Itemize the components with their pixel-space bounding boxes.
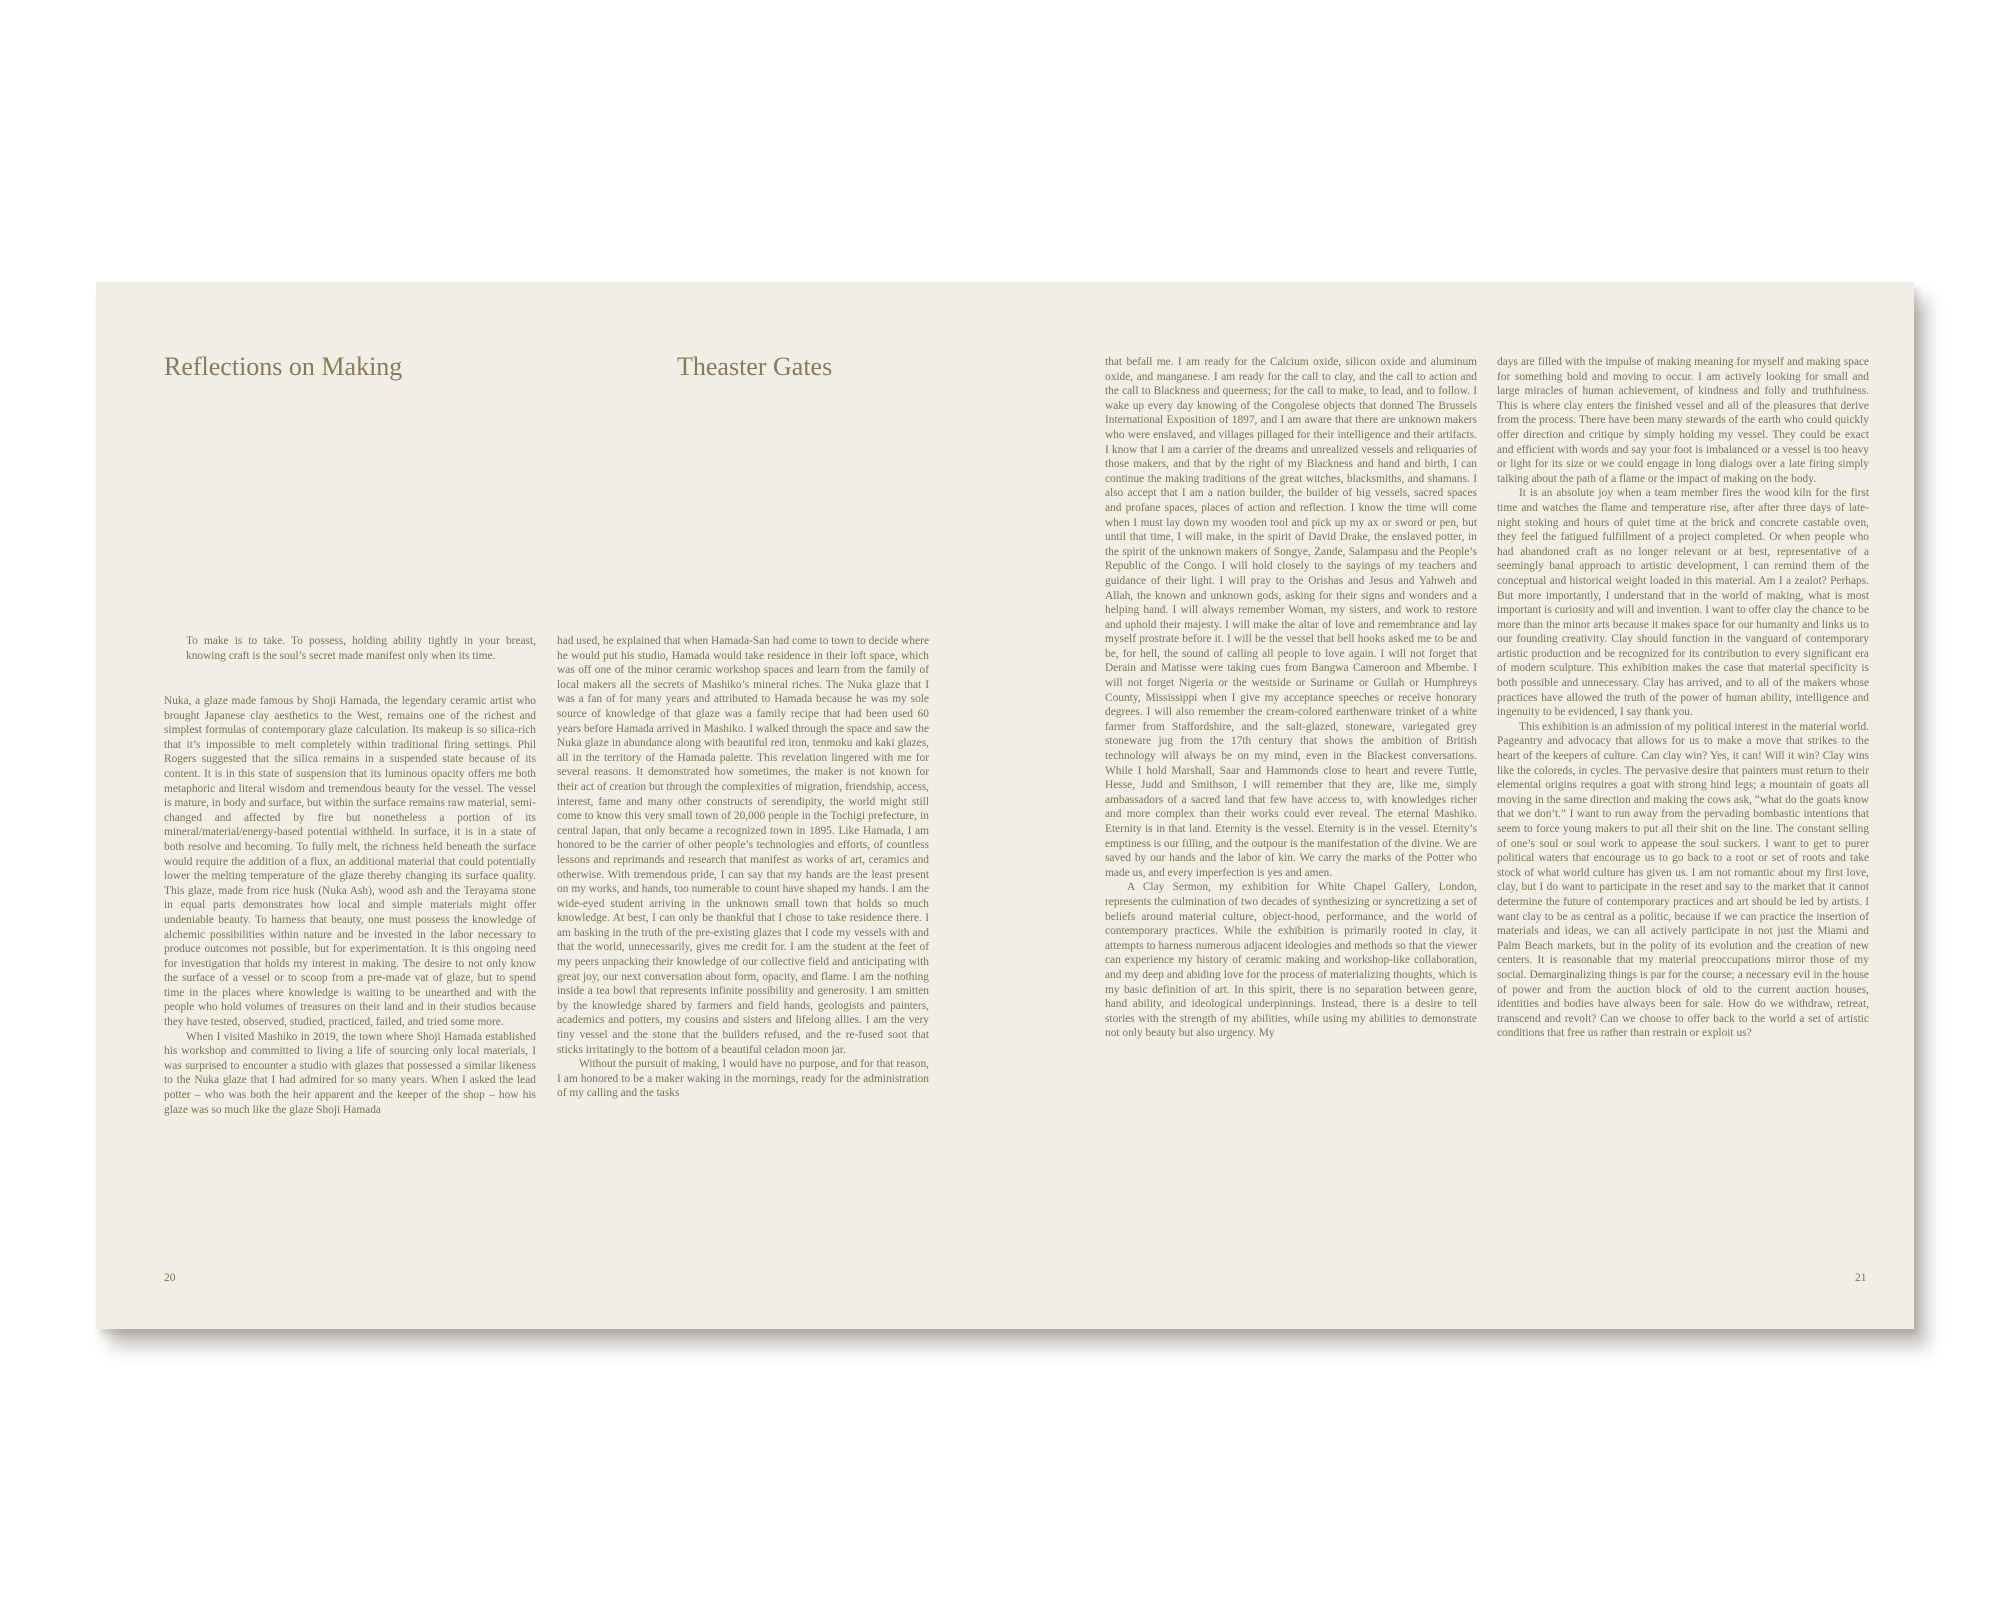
paragraph: days are filled with the impulse of making meaning for myself and making space for something bold and moving to occur. I am actively looking for small and large miracles of human achievement, of kindness and folly and truthfulness. This is where clay enters the finished vessel and all of the pleasures that derive from the process. There have been many stewards of the earth who could quickly offer direction and critique by simply holding my vessel. They could be exact and efficient with words and say your foot is imbalanced or a vessel is too heavy or light for its size or we could engage in long dialogs over a late firing simply talking about the path of a flame or the impact of making on the body. [1497,356,1869,485]
page-number-left: 20 [164,1272,176,1284]
epigraph [186,634,536,663]
paragraph: When I visited Mashiko in 2019, the town where Shoji Hamada established his workshop and committed to living a life of sourcing only local materials, I was surprised to encounter a studio with glazes that possessed a similar likeness to the Nuka glaze that I had admired for so many years. When I asked the lead potter – who was both the heir apparent and the keeper of the shop – how his glaze was so much like the glaze Shoji Hamada [164,1030,536,1116]
left-page-column-2 [557,634,929,1101]
right-page [1005,282,1914,1329]
paragraph: that befall me. I am ready for the Calcium oxide, silicon oxide and aluminum oxide, and manganese. I am ready for the call to clay, and the call to action and the call to Blackness and queerness; for the call to make, to lead, and to follow. I wake up every day knowing of the Congolese objects that donned The Brussels International Exposition of 1897, and I am aware that there are unknown makers who were enslaved, and villages pillaged for their intelligence and their artifacts. I know that I am a carrier of the dreams and unrealized vessels and reliquaries of those makers, and that by the right of my Blackness and hand and birth, I can continue the making traditions of the great witches, blacksmiths, and shamans. I also accept that I am a nation builder, the builder of big vessels, sacred spaces and profane spaces, places of action and reflection. I know the time will come when I must lay down my wooden tool and pick up my ax or sword or pen, but until that time, I will make, in the spirit of David Drake, the enslaved potter, in the spirit of the unknown makers of Songye, Zande, Salampasu and the People’s Republic of the Congo. I will hold closely to the sayings of my teachers and guidance of their light. I will pray to the Orishas and Jesus and Yahweh and Allah, the known and unknown gods, asking for their signs and wonders and a helping hand. I will always remember Woman, my sisters, and work to restore and uphold their majesty. I will make the altar of love and remembrance and lay myself prostrate before it. I will be the vessel that bell hooks asked me to be and be, for hell, the sound of calling all people to love again. I will not forget that Derain and Matisse were taking cues from Bangwa Cameroon and Mbembe. I will not forget Nigeria or the westside or Suriname or Gullah or Humphreys County, Mississippi when I give my acceptance speeches or receive honorary degrees. I will also remember the cream-colored earthenware trinket of a white farmer from Staffordshire, and the salt-glazed, stoneware, variegated grey stoneware jug from the 17th century that shows the ambition of British technology will always be on my mind, even in the Blackest conversations. While I hold Marshall, Saar and Hammonds close to heart and revere Tuttle, Hesse, Judd and Smithson, I will remember that they are, like me, simply ambassadors of a sacred land that few have access to, with knowledges richer and more complex than their works could ever reveal. The eternal Mashiko. Eternity is in that land. Eternity is the vessel. Eternity is in the vessel. Eternity’s emptiness is our filling, and the outpour is the manifestation of the divine. We are saved by our hands and the labor of kin. We carry the marks of the Potter who made us, and every imperfection is yes and amen. [1105,356,1477,879]
epigraph-text: To make is to take. To possess, holding ability tightly in your breast, knowing craft is the soul’s secret made manifest only when its time. [186,635,536,662]
right-page-column-2 [1497,355,1869,1041]
right-page-column-1 [1105,355,1477,1041]
paragraph: Nuka, a glaze made famous by Shoji Hamada, the legendary ceramic artist who brought Japanese clay aesthetics to the West, remains one of the richest and simplest formulas of contemporary glaze calculation. Its makeup is so silica-rich that it’s impossible to melt completely within traditional firing settings. Phil Rogers suggested that the silica remains in a suspended state because of its content. It is in this state of suspension that its luminous opacity offers me both metaphoric and literal wisdom and tremendous beauty for the vessel. The vessel is mature, in body and surface, but within the surface remains raw material, semi-changed and affected by fire but nonetheless a portion of its mineral/material/energy-based potential withheld. In surface, it is in a state of both resolve and becoming. To fully melt, the richness held beneath the surface would require the addition of a flux, an additional material that could potentially lower the melting temperature of the glaze thereby changing its surface quality. This glaze, made from rice husk (Nuka Ash), wood ash and the Terayama stone in equal parts demonstrates how local and simple materials might offer undeniable beauty. To harness that beauty, one must possess the knowledge of alchemic possibilities within nature and be invested in the labor necessary to produce outcomes not possible, but for experimentation. It is this ongoing need for investigation that holds my interest in making. The desire to not only know the surface of a vessel or to scoop from a pre-made vat of glaze, but to spend time in the places where knowledge is waiting to be unearthed and with the people who hold volumes of treasures on their land and in their studios because they have tested, observed, studied, practiced, failed, and tried some more. [164,695,536,1029]
book-spread [96,282,1914,1329]
left-page [96,282,1005,1329]
paragraph: This exhibition is an admission of my political interest in the material world. Pageantry and advocacy that allows for us to make a move that strikes to the heart of the keepers of culture. Can clay win? Yes, it can! Will it win? Clay wins like the coloreds, in cycles. The pervasive desire that painters must return to their elemental origins requires a goat with strong hind legs; a mountain of goats all moving in the same direction and making the cows ask, “what do the goats know that we don’t.” I want to run away from the pervading bombastic intentions that seem to force young makers to put all their shit on the line. The constant selling of one’s soul or soul work to appease the soul suckers. I want to get to purer political waters that encourage us to go back to a root or set of roots and take stock of what world culture has given us. I am not romantic about my first love, clay, but I do want to participate in the reset and say to the market that it cannot determine the future of contemporary practices and art should be led by artists. I want clay to be as central as a politic, because if we can practice the insertion of materials and ideas, we can all actively participate in not just the Miami and Palm Beach markets, but in the polity of its evolution and the creation of new centers. It is reasonable that my material preoccupations mirror those of my social. Demarginalizing things is par for the course; a necessary evil in the house of power and from the auction block of old to the current auction houses, identities and bodies have always been for sale. How do we withdraw, retreat, transcend and revolt? Can we choose to offer back to the world a set of artistic conditions that free us rather than restrain or exploit us? [1497,720,1869,1040]
running-head-title: Reflections on Making [164,352,403,381]
paragraph: It is an absolute joy when a team member fires the wood kiln for the first time and watches the flame and temperature rise, after after three days of late-night stoking and hours of quiet time at the brick and concrete castable oven, they feel the fatigued fulfillment of a project completed. Or when people who had abandoned craft as no longer relevant or at best, representative of a seemingly banal approach to artistic development, I can remind them of the conceptual and historical weight loaded in this material. Am I a zealot? Perhaps. But more importantly, I understand that in the world of making, what is most important is curiosity and will and invention. I want to offer clay the chance to be more than the minor arts because it makes space for our humanity and links us to our founding creativity. Clay should function in the vanguard of contemporary artistic production and be recognized for its contribution to every significant era of modern sculpture. This exhibition makes the case that material specificity is both possible and unnecessary. Clay has arrived, and to all of the makers whose practices have allowed the truth of the power of human ability, intelligence and ingenuity to be evidenced, I say thank you. [1497,487,1869,719]
paragraph: A Clay Sermon, my exhibition for White Chapel Gallery, London, represents the culmination of two decades of synthesizing or syncretizing a set of beliefs around material culture, object-hood, performance, and the world of contemporary practices. While the exhibition is primarily rooted in clay, it attempts to harness numerous adjacent ideologies and methods so that the viewer can experience my history of ceramic making and workshop-like collaboration, and my deep and abiding love for the process of materializing thoughts, which is my basic definition of art. In this spirit, there is no separation between genre, hand ability, and ideological underpinnings. Instead, there is a desire to tell stories with the strength of my abilities, while using my abilities to demonstrate not only beauty but also urgency. My [1105,881,1477,1040]
paragraph: Without the pursuit of making, I would have no purpose, and for that reason, I am honored to be a maker waking in the mornings, ready for the administration of my calling and the tasks [557,1058,929,1100]
left-page-column-1 [164,694,536,1117]
running-head-author: Theaster Gates [677,352,833,381]
page-number-right: 21 [1855,1272,1867,1284]
paragraph: had used, he explained that when Hamada-San had come to town to decide where he would put his studio, Hamada would take residence in their loft space, which was off one of the minor ceramic workshop spaces and learn from the family of local makers all the secrets of Mashiko’s mineral riches. The Nuka glaze that I was a fan of for many years and attributed to Hamada because he was my sole source of knowledge of that glaze was a family recipe that had been used 60 years before Hamada arrived in Mashiko. I walked through the space and saw the Nuka glaze in abundance along with beautiful red iron, tenmoku and kaki glazes, all in the territory of the Hamada palette. This revelation lingered with me for several reasons. It demonstrated how sometimes, the maker is not known for their act of creation but through the complexities of migration, friendship, access, interest, fame and many other constructs of serendipity, the world might still come to know this very small town of 20,000 people in the Tochigi prefecture, in central Japan, that only became a recognized town in 1895. Like Hamada, I am honored to be the carrier of other people’s technologies and efforts, of countless lessons and reprimands and research that manifest as works of art, ceramics and otherwise. With tremendous pride, I can say that my hands are the least present on my works, and hands, too numerable to count have shaped my hands. I am the wide-eyed student arriving in the unknown small town that holds so much knowledge. At best, I can only be thankful that I chose to take residence there. I am basking in the truth of the pre-existing glazes that I code my vessels with and that the world, unnecessarily, gives me credit for. I am the student at the feet of my peers unpacking their knowledge of our collective field and anticipating with great joy, our next conversation about form, opacity, and flame. I am the nothing inside a tea bowl that represents infinite possibility and generosity. I am smitten by the knowledge shared by farmers and field hands, geologists and painters, academics and potters, my cousins and sisters and lifelong allies. I am the very tiny vessel and the stone that the builders refused, and the re-fused soot that sticks irritatingly to the bottom of a beautiful celadon moon jar. [557,635,929,1056]
